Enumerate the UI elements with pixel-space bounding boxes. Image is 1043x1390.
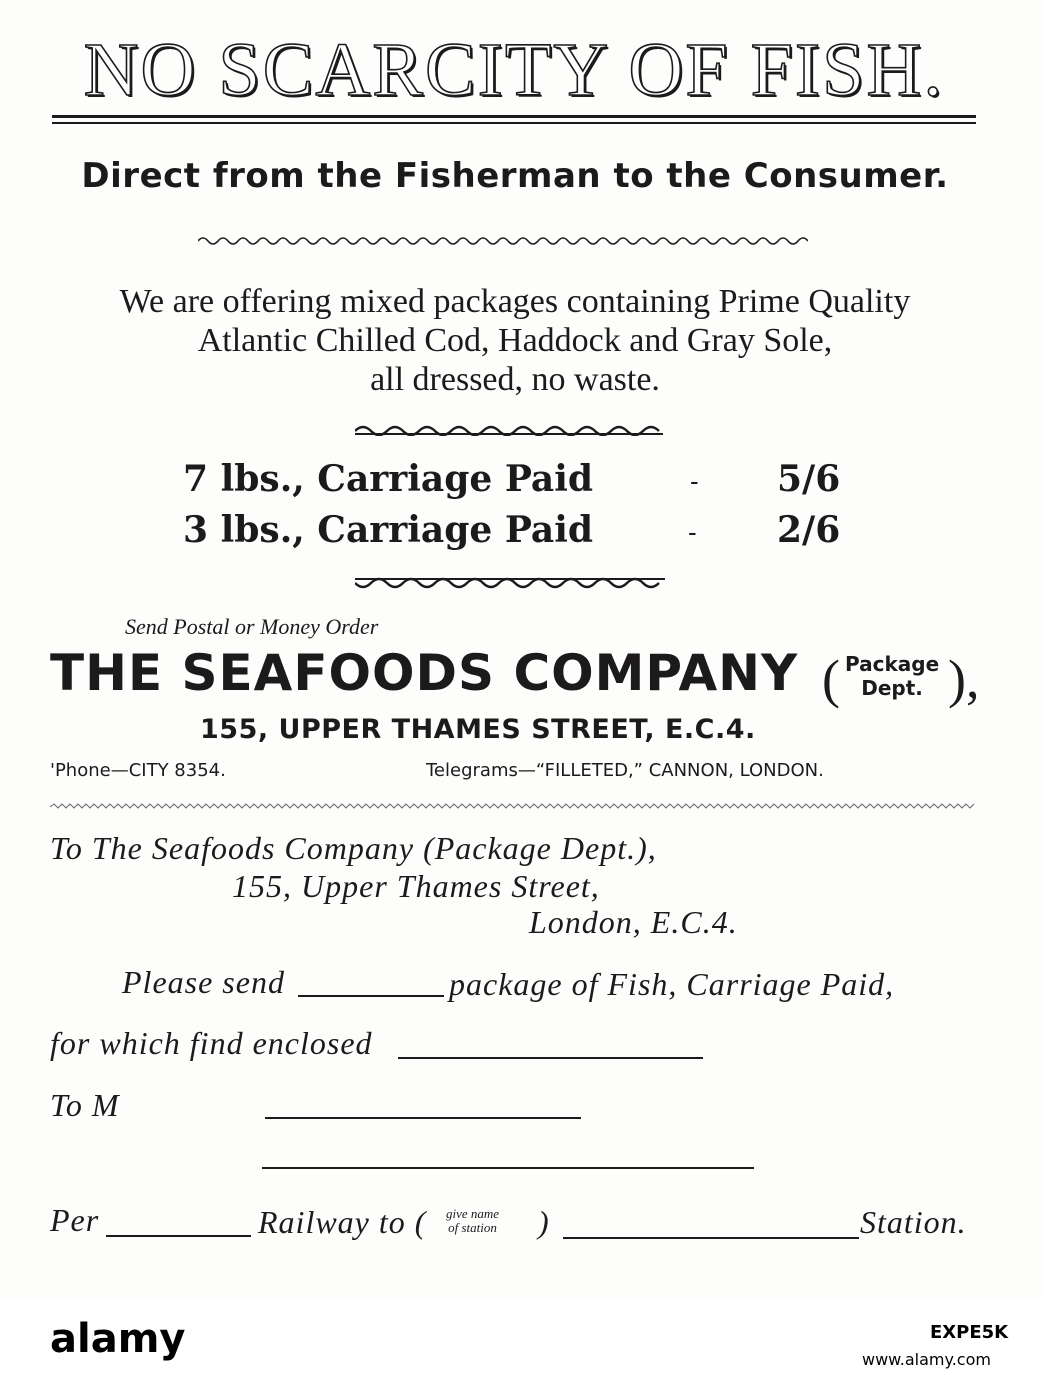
telegrams-address: Telegrams—“FILLETED,” CANNON, LONDON. — [426, 760, 824, 781]
phone-number: 'Phone—CITY 8354. — [50, 760, 226, 781]
package-dept-label — [845, 652, 939, 700]
give-name-note — [446, 1207, 499, 1235]
intro-line-3: all dressed, no waste. — [370, 361, 660, 398]
package-of-label: package of Fish, Carriage Paid, — [449, 966, 895, 1002]
dept-close-paren: ), — [948, 649, 980, 709]
quantity-blank[interactable] — [298, 995, 444, 997]
form-to-line-3: London, E.C.4. — [529, 904, 738, 940]
package-dept-line-2: Dept. — [861, 676, 923, 700]
headline: NO SCARCITY OF FISH. — [83, 28, 945, 112]
price-label-3lbs: 3 lbs., Carriage Paid — [183, 509, 594, 551]
dept-open-paren: ( — [822, 649, 840, 709]
please-send-label: Please send — [122, 964, 285, 1000]
give-name-line-2: of station — [448, 1220, 497, 1235]
for-which-label: for which find enclosed — [50, 1025, 373, 1061]
address-blank[interactable] — [262, 1167, 754, 1169]
scalloped-divider-top — [355, 422, 665, 436]
price-label-7lbs: 7 lbs., Carriage Paid — [183, 458, 594, 500]
cut-line — [50, 802, 978, 812]
price-value-3lbs: 2/6 — [777, 509, 841, 551]
station-blank[interactable] — [563, 1237, 859, 1239]
headline-rule-thick — [52, 115, 976, 118]
site-url: www.alamy.com — [862, 1350, 991, 1369]
form-to-line-2: 155, Upper Thames Street, — [232, 868, 600, 904]
intro-paragraph — [30, 282, 1000, 399]
give-name-line-1: give name — [446, 1206, 500, 1221]
headline-rule-thin — [52, 122, 976, 124]
to-m-label: To M — [50, 1087, 120, 1123]
form-to-line-1: To The Seafoods Company (Package Dept.), — [50, 830, 657, 866]
image-id: EXPE5K — [930, 1322, 1009, 1343]
price-value-7lbs: 5/6 — [777, 458, 841, 500]
railway-to-label: Railway to ( — [258, 1204, 427, 1240]
station-label: Station. — [860, 1204, 967, 1240]
intro-line-2: Atlantic Chilled Cod, Haddock and Gray Sole, — [197, 322, 833, 359]
railway-close-paren: ) — [538, 1204, 550, 1240]
per-label: Per — [50, 1202, 100, 1238]
company-address: 155, UPPER THAMES STREET, E.C.4. — [200, 714, 756, 745]
intro-line-1: We are offering mixed packages containing Prime Quality — [119, 283, 911, 320]
scalloped-divider-bottom — [355, 576, 667, 592]
company-name: THE SEAFOODS COMPANY — [50, 644, 799, 702]
name-blank[interactable] — [265, 1117, 581, 1119]
railway-blank[interactable] — [106, 1235, 251, 1237]
price-dash-3lbs: - — [688, 517, 697, 547]
price-dash-7lbs: - — [690, 466, 699, 496]
package-dept-line-1: Package — [845, 652, 940, 676]
subheadline: Direct from the Fisherman to the Consumer. — [81, 156, 949, 196]
amount-blank[interactable] — [398, 1057, 703, 1059]
brand-logo: alamy — [50, 1316, 186, 1362]
send-note: Send Postal or Money Order — [125, 614, 379, 639]
wavy-divider — [198, 234, 808, 248]
